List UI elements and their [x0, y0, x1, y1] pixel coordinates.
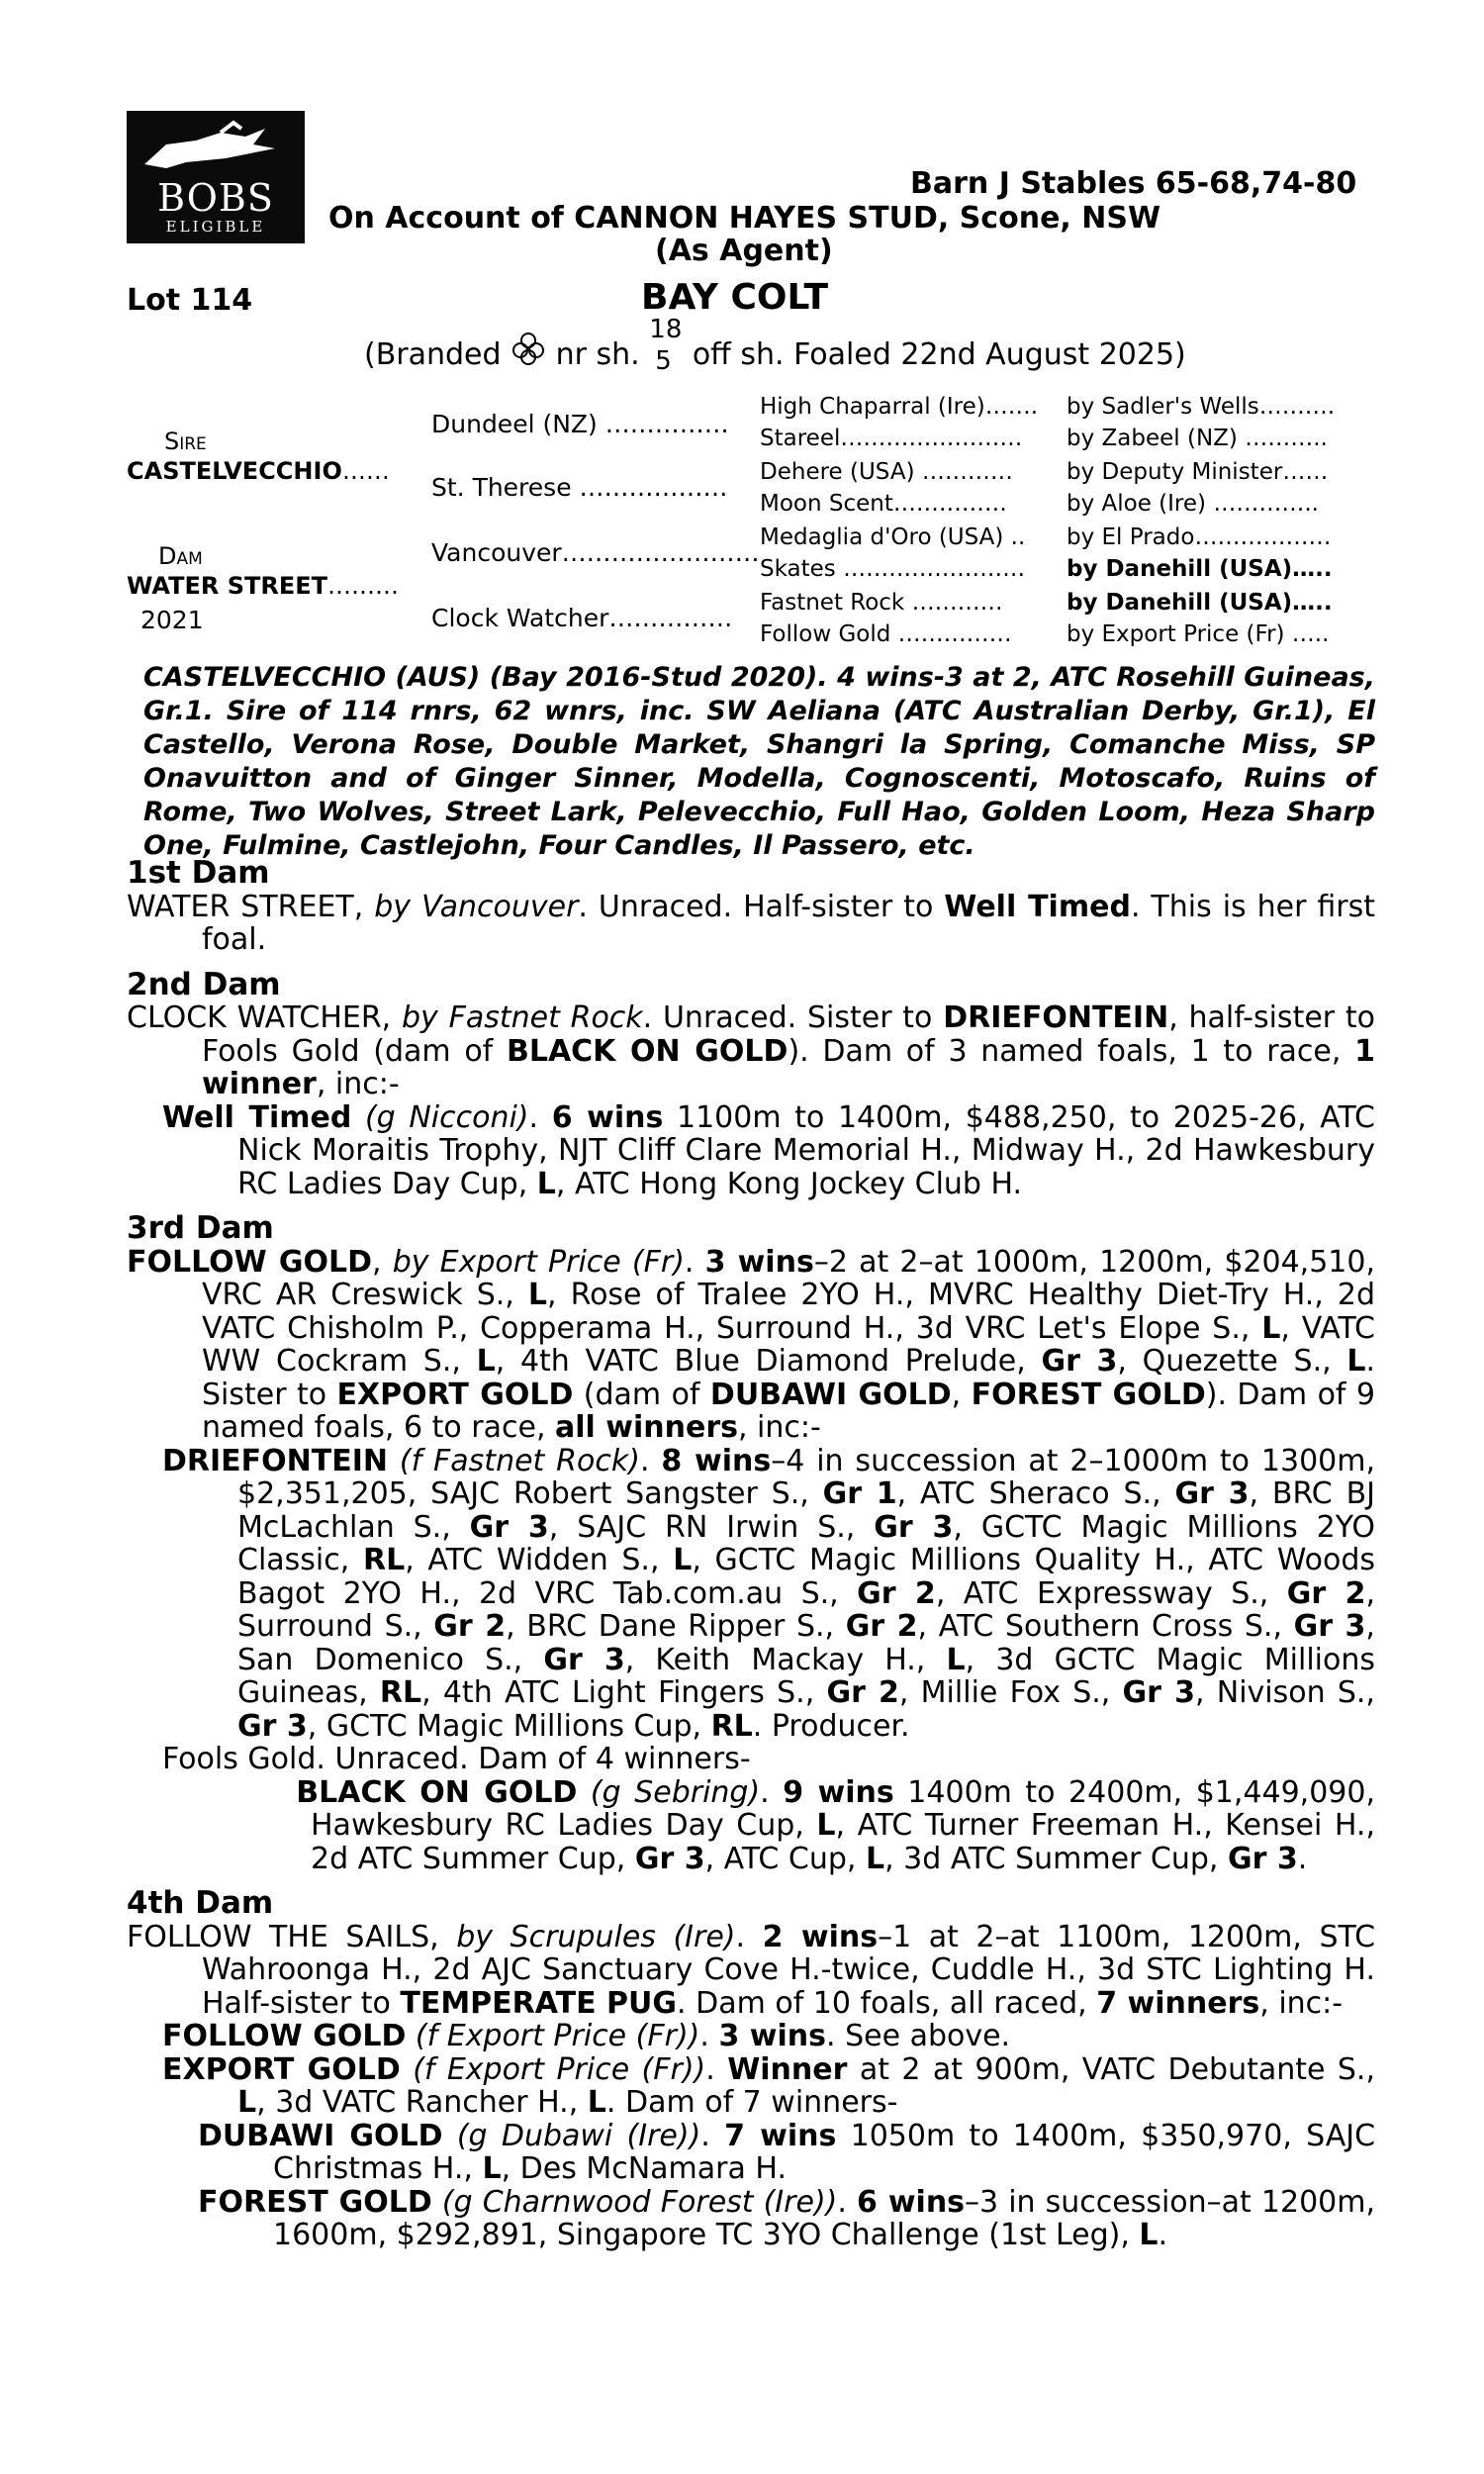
pedigree-second-dam: Clock Watcher…………… — [431, 604, 733, 632]
dam-name: WATER STREET……… — [127, 572, 400, 600]
pedigree-gen4-row: by Danehill (USA)….. — [1067, 556, 1333, 582]
dam3-entry: FOLLOW GOLD, by Export Price (Fr). 3 wins–2 at 2–at 1000m, 1200m, $204,510, VRC AR Creswick S., L, Rose of Tralee 2YO H., MVRC Healthy Diet-Try H., 2d VATC Chisholm P., Copperama H., Surround H., 3d VRC Let's Elope S., L, VATC WW Cockram S., L, 4th VATC Blue Diamond Prelude, Gr 3, Quezette S., L. Sister to EXPORT GOLD (dam of DUBAWI GOLD, FOREST GOLD). Dam of 9 named foals, 6 to race, all winners, inc:- — [127, 1244, 1376, 1445]
brand-number — [649, 315, 683, 376]
pedigree-gen3-text: Moon Scent — [760, 491, 893, 517]
branded-mid: nr sh. — [555, 337, 640, 372]
pedigree-gen3-row: Stareel…………………… — [760, 426, 1023, 451]
pedigree-gen4-text: by Export Price (Fr) — [1067, 621, 1285, 647]
progeny-entry: Fools Gold. Unraced. Dam of 4 winners- — [162, 1742, 751, 1776]
progeny-entry: DRIEFONTEIN (f Fastnet Rock). 8 wins–4 in succession at 2–1000m to 1300m, $2,351,205, SAJC Robert Sangster S., Gr 1, ATC Sheraco S., Gr 3, BRC BJ McLachlan S., Gr 3, SAJC RN Irwin S., Gr 3, GCTC Magic Millions 2YO Classic, RL, ATC Widden S., L, GCTC Magic Millions Quality H., ATC Woods Bagot 2YO H., 2d VRC Tab.com.au S., Gr 2, ATC Expressway S., Gr 2, Surround S., Gr 2, BRC Dane Ripper S., Gr 2, ATC Southern Cross S., Gr 3, San Domenico S., Gr 3, Keith Mackay H., L, 3d GCTC Magic Millions Guineas, RL, 4th ATC Light Fingers S., Gr 2, Millie Fox S., Gr 3, Nivison S., Gr 3, GCTC Magic Millions Cup, RL. Producer. — [162, 1443, 1376, 1744]
progeny-entry: Well Timed (g Nicconi). 6 wins 1100m to 1400m, $488,250, to 2025-26, ATC Nick Moraitis Trophy, NJT Cliff Clare Memorial H., Midway H., 2d Hawkesbury RC Ladies Day Cup, L, ATC Hong Kong Jockey Club H. — [162, 1099, 1375, 1201]
dam-year: 2021 — [140, 606, 204, 634]
dam1-entry: WATER STREET, by Vancouver. Unraced. Half-sister to Well Timed. This is her first foal. — [127, 889, 1375, 957]
brand-mark-icon — [510, 331, 546, 366]
branded-prefix: (Branded — [364, 337, 502, 372]
dam4-entry: FOLLOW THE SAILS, by Scrupules (Ire). 2 wins–1 at 2–at 1100m, 1200m, STC Wahroonga H., 2d AJC Sanctuary Cove H.-twice, Cuddle H., 3d STC Lighting H. Half-sister to TEMPERATE PUG. Dam of 10 foals, all raced, 7 winners, inc:- — [127, 1919, 1376, 2021]
pedigree-gen4-row: by Deputy Minister…… — [1067, 459, 1329, 485]
page-title: BAY COLT — [641, 277, 829, 318]
pedigree-gen4-row: by Danehill (USA)….. — [1067, 590, 1333, 616]
section-heading: 3rd Dam — [127, 1210, 274, 1246]
dam-name-text: WATER STREET — [127, 572, 328, 600]
pedigree-gen3-row: High Chaparral (Ire)……. — [760, 394, 1039, 420]
pedigree-gen3-text: Skates — [760, 556, 836, 582]
brand-number-bottom: 5 — [655, 346, 672, 376]
section-heading: 4th Dam — [127, 1885, 274, 1921]
progeny-entry: EXPORT GOLD (f Export Price (Fr)). Winner at 2 at 900m, VATC Debutante S., L, 3d VATC Rancher H., L. Dam of 7 winners- — [162, 2051, 1375, 2120]
pedigree-granddam-sire-side: St. Therese ……………… — [431, 473, 728, 502]
pedigree-grandsire: Dundeel (NZ) …………… — [431, 410, 729, 438]
lot-number: Lot 114 — [127, 283, 253, 318]
pedigree-gen4-row: by Zabeel (NZ) ……….. — [1067, 426, 1328, 451]
pedigree-gen3-text: Fastnet Rock — [760, 590, 905, 616]
pedigree-gen4-text: by Aloe (Ire) — [1067, 491, 1207, 517]
sire-name: CASTELVECCHIO…… — [127, 457, 390, 485]
branded-suffix: off sh. Foaled 22nd August 2025) — [692, 337, 1186, 372]
pedigree-gen3-text: Dehere (USA) — [760, 459, 915, 485]
pedigree-gen4-text: by Zabeel (NZ) — [1067, 426, 1238, 451]
pedigree-gen4-row: by Export Price (Fr) ….. — [1067, 621, 1330, 647]
branding-line — [364, 315, 1186, 376]
grand-progeny-entry: FOREST GOLD (g Charnwood Forest (Ire)). 6 wins–3 in succession–at 1200m, 1600m, $292,891, Singapore TC 3YO Challenge (1st Leg), L. — [198, 2184, 1375, 2252]
agent-note: (As Agent) — [655, 234, 833, 268]
pedigree-gen3-row: Follow Gold …………… — [760, 621, 1012, 647]
pedigree-second-dam-text: Clock Watcher — [431, 604, 609, 632]
bobs-eligible-logo — [127, 111, 305, 243]
sire-name-text: CASTELVECCHIO — [127, 457, 342, 485]
grand-progeny-entry: BLACK ON GOLD (g Sebring). 9 wins 1400m to 2400m, $1,449,090, Hawkesbury RC Ladies Day Cup, L, ATC Turner Freeman H., Kensei H., 2d ATC Summer Cup, Gr 3, ATC Cup, L, 3d ATC Summer Cup, Gr 3. — [296, 1774, 1375, 1876]
sire-label: Sire — [164, 428, 207, 455]
pedigree-grandsire-text: Dundeel (NZ) — [431, 410, 598, 438]
sire-summary: CASTELVECCHIO (AUS) (Bay 2016-Stud 2020). 4 wins-3 at 2, ATC Rosehill Guineas, Gr.1. Sire of 114 rnrs, 62 wnrs, inc. SW Aeliana (ATC Australian Derby, Gr.1), El Castello, Verona Rose, Double Market, Shangri la Spring, Comanche Miss, SP Onavuitton and of Ginger Sinner, Modella, Cognoscenti, Motoscafo, Ruins of Rome, Two Wolves, Street Lark, Pelevecchio, Full Hao, Golden Loom, Heza Sharp One, Fulmine, Castlejohn, Four Candles, Il Passero, etc. — [143, 662, 1375, 861]
progeny-entry: FOLLOW GOLD (f Export Price (Fr)). 3 wins. See above. — [162, 2019, 1011, 2053]
vendor-account: On Account of CANNON HAYES STUD, Scone, NSW — [328, 201, 1161, 236]
pedigree-gen3-row: Medaglia d'Oro (USA) .. — [760, 524, 1026, 550]
pedigree-gen4-text: by Sadler's Wells — [1067, 394, 1259, 420]
pedigree-gen4-row: by Aloe (Ire) ………….. — [1067, 491, 1319, 517]
pedigree-gen4-row: by El Prado……………… — [1067, 524, 1332, 550]
logo-text-eligible: ELIGIBLE — [165, 218, 266, 236]
horse-icon — [127, 115, 305, 184]
section-heading: 2nd Dam — [127, 966, 281, 1002]
pedigree-gen4-row: by Sadler's Wells………. — [1067, 394, 1336, 420]
pedigree-gen3-text: Medaglia d'Oro (USA) — [760, 524, 1004, 550]
pedigree-gen3-row: Fastnet Rock ………… — [760, 590, 1003, 616]
pedigree-gen4-text: by Danehill (USA) — [1067, 556, 1293, 582]
pedigree-gen3-row: Skates …………………… — [760, 556, 1026, 582]
logo-text-bobs: BOBS — [157, 176, 274, 220]
dam-sections — [127, 857, 1375, 2252]
pedigree-gen4-text: by El Prado — [1067, 524, 1195, 550]
pedigree-gen3-text: Stareel — [760, 426, 841, 451]
pedigree-gen3-text: High Chaparral (Ire) — [760, 394, 985, 420]
dam-label: Dam — [158, 542, 203, 570]
grand-progeny-entry: DUBAWI GOLD (g Dubawi (Ire)). 7 wins 1050m to 1400m, $350,970, SAJC Christmas H., L, Des McNamara H. — [198, 2118, 1376, 2186]
pedigree-granddam-sire-side-text: St. Therese — [431, 473, 572, 502]
pedigree-gen4-text: by Danehill (USA) — [1067, 590, 1293, 616]
brand-number-top: 18 — [649, 315, 683, 344]
pedigree-gen3-row: Moon Scent…………… — [760, 491, 1007, 517]
pedigree-gen3-text: Follow Gold — [760, 621, 891, 647]
section-heading: 1st Dam — [127, 855, 270, 891]
pedigree-dam-sire: Vancouver…………………… — [431, 538, 760, 567]
pedigree-gen3-row: Dehere (USA) ………… — [760, 459, 1013, 485]
dam2-entry: CLOCK WATCHER, by Fastnet Rock. Unraced. Sister to DRIEFONTEIN, half-sister to Fools Gold (dam of BLACK ON GOLD). Dam of 3 named foals, 1 to race, 1 winner, inc:- — [127, 1000, 1376, 1101]
pedigree-gen4-text: by Deputy Minister — [1067, 459, 1283, 485]
pedigree-dam-sire-text: Vancouver — [431, 538, 562, 567]
barn-location: Barn J Stables 65-68,74-80 — [910, 166, 1357, 201]
